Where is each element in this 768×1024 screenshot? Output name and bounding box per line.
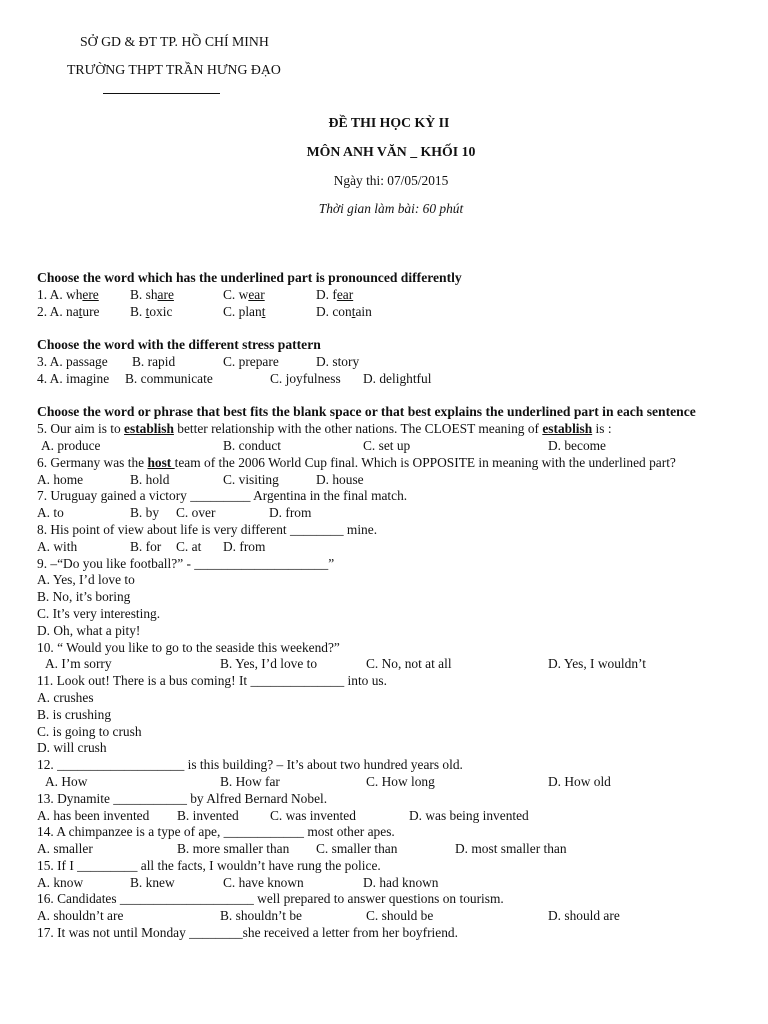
question-10-options	[37, 656, 737, 673]
q11-option-d: D. will crush	[37, 740, 107, 756]
q11-option-b: B. is crushing	[37, 706, 112, 722]
q14-option-b: B. more smaller than	[177, 841, 290, 857]
question-7-stem: 7. Uruguay gained a victory _________ Argentina in the final match.	[37, 488, 408, 504]
subject-title: MÔN ANH VĂN _ KHỐI 10	[306, 144, 476, 159]
q14-option-c: C. smaller than	[316, 841, 398, 857]
q6-option-b: B. hold	[130, 471, 170, 487]
section-1-instruction: Choose the word which has the underlined part is pronounced differently	[37, 270, 462, 285]
q5-option-b: B. conduct	[223, 437, 282, 453]
q14-option-a: A. smaller	[37, 841, 93, 857]
school-name: TRƯỜNG THPT TRẦN HƯNG ĐẠO	[67, 62, 281, 77]
q8-option-b: B. for	[130, 538, 162, 554]
q4-option-c: C. joyfulness	[270, 370, 341, 386]
q1-option-c: C. wear	[223, 286, 265, 302]
q6-option-c: C. visiting	[223, 471, 279, 487]
question-5-options	[37, 438, 737, 455]
department-name: SỞ GD & ĐT TP. HỒ CHÍ MINH	[80, 34, 269, 49]
q9-option-c: C. It’s very interesting.	[37, 605, 161, 621]
q9-option-d: D. Oh, what a pity!	[37, 622, 141, 638]
q5-option-d: D. become	[548, 437, 607, 453]
q5-target-word: establish	[124, 421, 174, 437]
q16-option-a: A. shouldn’t are	[37, 908, 124, 924]
question-2	[37, 304, 737, 321]
question-8-stem: 8. His point of view about life is very different ________ mine.	[37, 521, 378, 537]
exam-date: Ngày thi: 07/05/2015	[333, 173, 449, 188]
question-10-stem: 10. “ Would you like to go to the seaside this weekend?”	[37, 639, 340, 655]
q13-option-d: D. was being invented	[409, 807, 529, 823]
question-14-options	[37, 841, 737, 858]
q9-option-b: B. No, it’s boring	[37, 589, 131, 605]
q2-option-c: C. plant	[223, 303, 266, 319]
q12-option-c: C. How long	[366, 773, 435, 789]
q15-option-c: C. have known	[223, 874, 304, 890]
q11-option-c: C. is going to crush	[37, 723, 142, 739]
q13-option-a: A. has been invented	[37, 807, 150, 823]
question-11-stem: 11. Look out! There is a bus coming! It ______________ into us.	[37, 673, 387, 689]
q7-option-d: D. from	[269, 505, 312, 521]
q15-option-d: D. had known	[363, 874, 439, 890]
q3-option-a: 3. A. passage	[37, 353, 108, 369]
q14-option-d: D. most smaller than	[455, 841, 567, 857]
q10-option-a: A. I’m sorry	[45, 656, 112, 672]
question-14-stem: 14. A chimpanzee is a type of ape, ____________ most other apes.	[37, 824, 395, 840]
q13-option-c: C. was invented	[270, 807, 356, 823]
q12-option-a: A. How	[45, 773, 88, 789]
q5-option-a: A. produce	[41, 437, 101, 453]
header-divider	[103, 93, 220, 94]
question-7-options	[37, 505, 737, 522]
q8-option-a: A. with	[37, 538, 78, 554]
q3-option-c: C. prepare	[223, 353, 279, 369]
q10-option-d: D. Yes, I wouldn’t	[548, 656, 646, 672]
question-15-stem: 15. If I _________ all the facts, I wouldn’t have rung the police.	[37, 857, 381, 873]
question-15-options	[37, 875, 737, 892]
q7-option-c: C. over	[176, 505, 216, 521]
q16-option-c: C. should be	[366, 908, 434, 924]
q1-option-d: D. fear	[316, 286, 354, 302]
question-16-stem: 16. Candidates ____________________ well prepared to answer questions on tourism.	[37, 891, 504, 907]
question-12-stem: 12. ___________________ is this building? – It’s about two hundred years old.	[37, 757, 463, 773]
q8-option-d: D. from	[223, 538, 266, 554]
question-6-options	[37, 472, 737, 489]
exam-content	[37, 270, 737, 942]
question-13-options	[37, 808, 737, 825]
q16-option-d: D. should are	[548, 908, 620, 924]
question-9-stem: 9. –“Do you like football?” - ____________________”	[37, 555, 335, 571]
q6-target-word: host	[147, 454, 175, 470]
question-8-options	[37, 539, 737, 556]
question-5-stem: 5. Our aim is to establish better relationship with the other nations. The CLOEST meaning of establish is :	[37, 421, 612, 437]
question-17-stem: 17. It was not until Monday ________she received a letter from her boyfriend.	[37, 925, 458, 941]
q12-option-b: B. How far	[220, 773, 280, 789]
q6-option-d: D. house	[316, 471, 364, 487]
q10-option-c: C. No, not at all	[366, 656, 452, 672]
q7-option-a: A. to	[37, 505, 64, 521]
q4-option-b: B. communicate	[125, 370, 213, 386]
q4-option-d: D. delightful	[363, 370, 432, 386]
question-13-stem: 13. Dynamite ___________ by Alfred Bernard Nobel.	[37, 790, 328, 806]
q5-option-c: C. set up	[363, 437, 411, 453]
question-4	[37, 371, 737, 388]
q15-option-a: A. know	[37, 874, 84, 890]
q2-option-d: D. contain	[316, 303, 372, 319]
q6-option-a: A. home	[37, 471, 84, 487]
q13-option-b: B. invented	[177, 807, 239, 823]
question-1	[37, 287, 737, 304]
q3-option-d: D. story	[316, 353, 360, 369]
exam-title: ĐỀ THI HỌC KỲ II	[328, 115, 450, 130]
question-6-stem: 6. Germany was the host team of the 2006 World Cup final. Which is OPPOSITE in meaning with the underlined part?	[37, 454, 676, 470]
q7-option-b: B. by	[130, 505, 160, 521]
q15-option-b: B. knew	[130, 874, 175, 890]
question-3	[37, 354, 737, 371]
q8-option-c: C. at	[176, 538, 202, 554]
section-3-instruction: Choose the word or phrase that best fits the blank space or that best explains the underlined part in each sentence	[37, 404, 696, 420]
q10-option-b: B. Yes, I’d love to	[220, 656, 318, 672]
question-12-options	[37, 774, 737, 791]
q11-option-a: A. crushes	[37, 689, 94, 705]
q2-option-a: 2. A. nature	[37, 303, 100, 319]
exam-duration: Thời gian làm bài: 60 phút	[318, 201, 464, 216]
q3-option-b: B. rapid	[132, 353, 176, 369]
section-2-instruction: Choose the word with the different stress pattern	[37, 337, 321, 353]
q1-option-a: 1. A. where	[37, 286, 99, 302]
q1-option-b: B. share	[130, 286, 174, 302]
q9-option-a: A. Yes, I’d love to	[37, 572, 135, 588]
question-16-options	[37, 908, 737, 925]
q4-option-a: 4. A. imagine	[37, 370, 110, 386]
q16-option-b: B. shouldn’t be	[220, 908, 302, 924]
q12-option-d: D. How old	[548, 773, 611, 789]
q2-option-b: B. toxic	[130, 303, 173, 319]
